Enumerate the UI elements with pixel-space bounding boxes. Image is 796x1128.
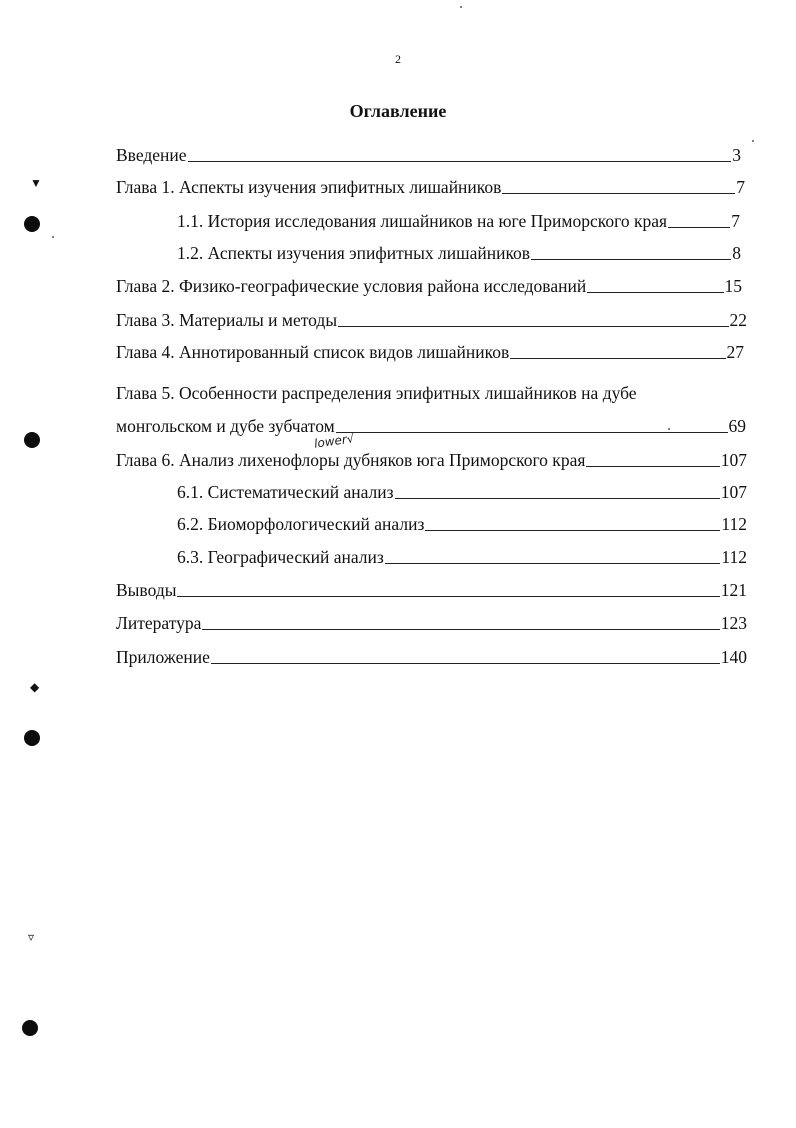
toc-entry-page: 7: [731, 211, 740, 231]
toc-entry-label: Введение: [116, 145, 187, 165]
toc-entry-page: 112: [721, 547, 747, 567]
punch-hole: [24, 216, 40, 232]
toc-entry-label: Приложение: [116, 647, 210, 667]
toc-entry-appendix: [116, 646, 747, 668]
toc-entry-chapter-4: [116, 341, 744, 363]
toc-entry-label: Глава 1. Аспекты изучения эпифитных лишайников: [116, 177, 502, 197]
toc-entry-section-1-2: [177, 242, 741, 264]
toc-entry-section-6-1: [177, 481, 747, 503]
toc-entry-label: Выводы: [116, 580, 177, 600]
toc-entry-literature: [116, 612, 747, 634]
toc-leader: [587, 292, 723, 293]
toc-leader: [668, 227, 730, 228]
scan-mark-icon: ◆: [30, 680, 40, 694]
toc-leader: [586, 466, 719, 467]
toc-entry-label: 6.1. Систематический анализ: [177, 482, 394, 502]
toc-leader: [531, 259, 731, 260]
scan-speck: [52, 236, 54, 238]
toc-leader: [202, 629, 719, 630]
punch-hole: [24, 730, 40, 746]
toc-entry-page: 121: [720, 580, 747, 600]
punch-hole: [24, 432, 40, 448]
toc-entry-page: 112: [721, 514, 747, 534]
toc-entry-label: 6.3. Географический анализ: [177, 547, 384, 567]
toc-entry-page: 15: [724, 276, 742, 296]
toc-entry-section-6-3: [177, 546, 747, 568]
toc-entry-page: 7: [736, 177, 745, 197]
toc-entry-page: 27: [726, 342, 744, 362]
toc-entry-label: 6.2. Биоморфологический анализ: [177, 514, 425, 534]
toc-entry-chapter-1: [116, 176, 745, 198]
toc-leader: [188, 161, 732, 162]
toc-entry-label: Глава 2. Физико-географические условия района исследований: [116, 276, 587, 296]
toc-entry-label: Литература: [116, 613, 202, 633]
page-title: Оглавление: [349, 101, 447, 121]
toc-entry-section-1-1: [177, 210, 740, 232]
toc-entry-chapter-5-line-1: Глава 5. Особенности распределения эпифитных лишайников на дубе: [116, 383, 637, 403]
toc-entry-introduction: [116, 144, 741, 166]
scan-mark-icon: ▿: [28, 930, 35, 944]
toc-entry-label: Глава 3. Материалы и методы: [116, 310, 338, 330]
toc-entry-label: Глава 4. Аннотированный список видов лишайников: [116, 342, 510, 362]
handwritten-annotation: lower√: [313, 431, 356, 451]
toc-entry-page: 69: [728, 416, 746, 436]
toc-entry-chapter-2: [116, 275, 742, 297]
toc-entry-page: 140: [720, 647, 747, 667]
toc-entry-page: 123: [720, 613, 747, 633]
toc-entry-page: 107: [720, 482, 747, 502]
toc-entry-page: 107: [720, 450, 747, 470]
toc-entry-page: 8: [732, 243, 741, 263]
toc-leader: [177, 596, 719, 597]
scan-speck: [668, 428, 670, 430]
toc-entry-conclusions: [116, 579, 747, 601]
punch-hole: [22, 1020, 38, 1036]
toc-leader: [336, 432, 728, 433]
toc-entry-label: монгольском и дубе зубчатом: [116, 416, 335, 436]
scan-speck: [752, 140, 754, 142]
toc-entry-label: Глава 6. Анализ лихенофлоры дубняков юга Приморского края: [116, 450, 586, 470]
toc-leader: [502, 193, 735, 194]
toc-entry-label: 1.1. История исследования лишайников на юге Приморского края: [177, 211, 668, 231]
toc-entry-chapter-6: [116, 449, 747, 471]
toc-leader: [395, 498, 720, 499]
toc-entry-section-6-2: [177, 513, 747, 535]
toc-leader: [425, 530, 720, 531]
toc-entry-chapter-3: [116, 309, 747, 331]
page-number: 2: [395, 52, 401, 66]
toc-entry-page: 22: [729, 310, 747, 330]
toc-entry-page: 3: [732, 145, 741, 165]
toc-entry-chapter-5: [116, 415, 746, 437]
toc-entry-label: 1.2. Аспекты изучения эпифитных лишайников: [177, 243, 531, 263]
toc-leader: [510, 358, 725, 359]
toc-leader: [211, 663, 720, 664]
toc-leader: [385, 563, 721, 564]
toc-leader: [338, 326, 728, 327]
scan-mark-icon: ▼: [30, 176, 42, 190]
scan-speck: [460, 6, 462, 8]
